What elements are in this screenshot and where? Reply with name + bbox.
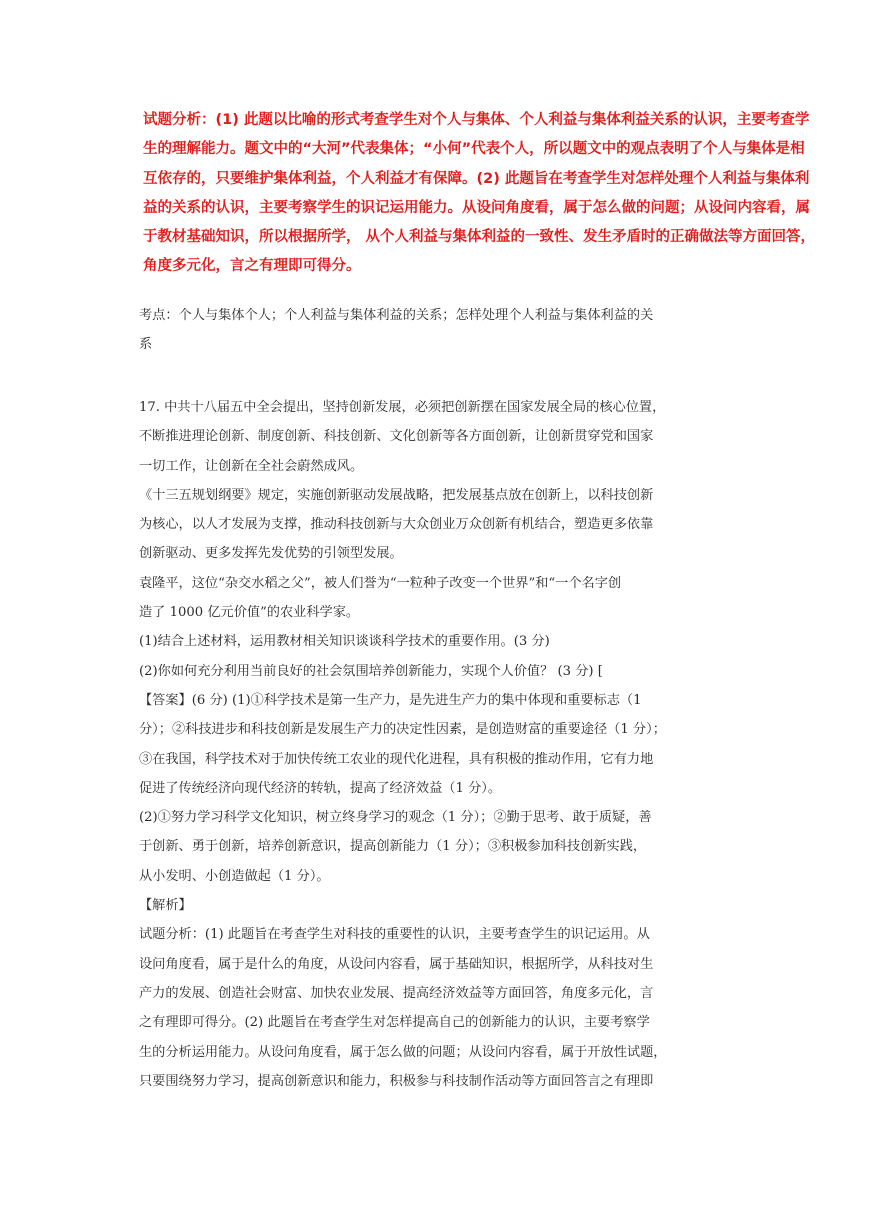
question-line: (2)你如何充分利用当前良好的社会氛围培养创新能力，实现个人价值？ (3 分) [	[139, 663, 603, 679]
answer-line: 分）；②科技进步和科技创新是发展生产力的决定性因素，是创造财富的重要途径（1 分）；	[139, 722, 666, 738]
analysis-line: 试题分析：(1) 此题以比喻的形式考查学生对个人与集体、个人利益与集体利益关系的认识，主要考查学	[143, 112, 810, 128]
question-line: (1)结合上述材料，运用教材相关知识谈谈科学技术的重要作用。(3 分)	[139, 634, 550, 650]
question-line: 为核心，以人才发展为支撑，推动科技创新与大众创业万众创新有机结合，塑造更多依靠	[139, 517, 654, 533]
question-17-section	[139, 393, 739, 1096]
answer-line: (2)①努力学习科学文化知识，树立终身学习的观念（1 分）；②勤于思考、敢于质疑，善	[139, 810, 652, 826]
analysis-line: 生的分析运用能力。从设问角度看，属于怎么做的问题；从设问内容看，属于开放性试题，	[139, 1044, 667, 1060]
analysis-line: 生的理解能力。题文中的“大河”代表集体；“小何”代表个人，所以题文中的观点表明了个人与集体是相	[143, 141, 805, 158]
analysis-line: 产力的发展、创造社会财富、加快农业发展、提高经济效益等方面回答，角度多元化，言	[139, 985, 654, 1001]
kaodian-section	[139, 301, 739, 360]
analysis-line: 角度多元化，言之有理即可得分。	[143, 258, 361, 275]
analysis-line: 互依存的，只要维护集体利益，个人利益才有保障。(2) 此题旨在考查学生对怎样处理个人利益与集体利	[143, 170, 810, 187]
answer-line: 于创新、勇于创新，培养创新意识，提高创新能力（1 分）；③积极参加科技创新实践，	[139, 839, 647, 855]
question-line: 造了 1000 亿元价值”的农业科学家。	[139, 605, 360, 621]
kaodian-line: 考点：个人与集体个人；个人利益与集体利益的关系；怎样处理个人利益与集体利益的关	[139, 308, 654, 323]
answer-line: ③在我国，科学技术对于加快传统工农业的现代化进程，具有积极的推动作用，它有力地	[139, 751, 654, 767]
question-line: 袁隆平，这位“杂交水稻之父”，被人们誉为“一粒种子改变一个世界”和“一个名字创	[139, 575, 622, 591]
analysis-heading: 【解析】	[139, 898, 192, 914]
analysis-16-red-text	[143, 106, 863, 282]
question-line: 不断推进理论创新、制度创新、科技创新、文化创新等各方面创新，让创新贯穿党和国家	[139, 429, 654, 445]
answer-line: 从小发明、小创造做起（1 分）。	[139, 868, 330, 884]
analysis-line: 试题分析：(1) 此题旨在考查学生对科技的重要性的认识，主要考查学生的识记运用。从	[139, 927, 650, 943]
kaodian-line: 系	[139, 337, 153, 353]
analysis-line: 于教材基础知识，所以根据所学， 从个人利益与集体利益的一致性、发生矛盾时的正确做法等方面回答，	[143, 229, 816, 246]
analysis-line: 设问角度看，属于是什么的角度，从设问内容看，属于基础知识，根据所学，从科技对生	[139, 956, 654, 972]
analysis-line: 之有理即可得分。(2) 此题旨在考查学生对怎样提高自己的创新能力的认识，主要考察学	[139, 1015, 650, 1031]
question-line: 17. 中共十八届五中全会提出，坚持创新发展，必须把创新摆在国家发展全局的核心位置，	[139, 400, 666, 415]
question-line: 《十三五规划纲要》规定，实施创新驱动发展战略，把发展基点放在创新上，以科技创新	[139, 487, 654, 503]
answer-line: 促进了传统经济向现代经济的转轨，提高了经济效益（1 分）。	[139, 780, 502, 796]
analysis-line: 益的关系的认识，主要考察学生的识记运用能力。从设问角度看，属于怎么做的问题；从设问内容看，属	[143, 199, 810, 216]
answer-line: 【答案】(6 分) (1)①科学技术是第一生产力，是先进生产力的集中体现和重要标志（1	[139, 692, 642, 708]
question-line: 一切工作，让创新在全社会蔚然成风。	[139, 458, 364, 474]
analysis-line: 只要围绕努力学习，提高创新意识和能力，积极参与科技制作活动等方面回答言之有理即	[139, 1073, 654, 1089]
question-line: 创新驱动、更多发挥先发优势的引领型发展。	[139, 546, 403, 562]
